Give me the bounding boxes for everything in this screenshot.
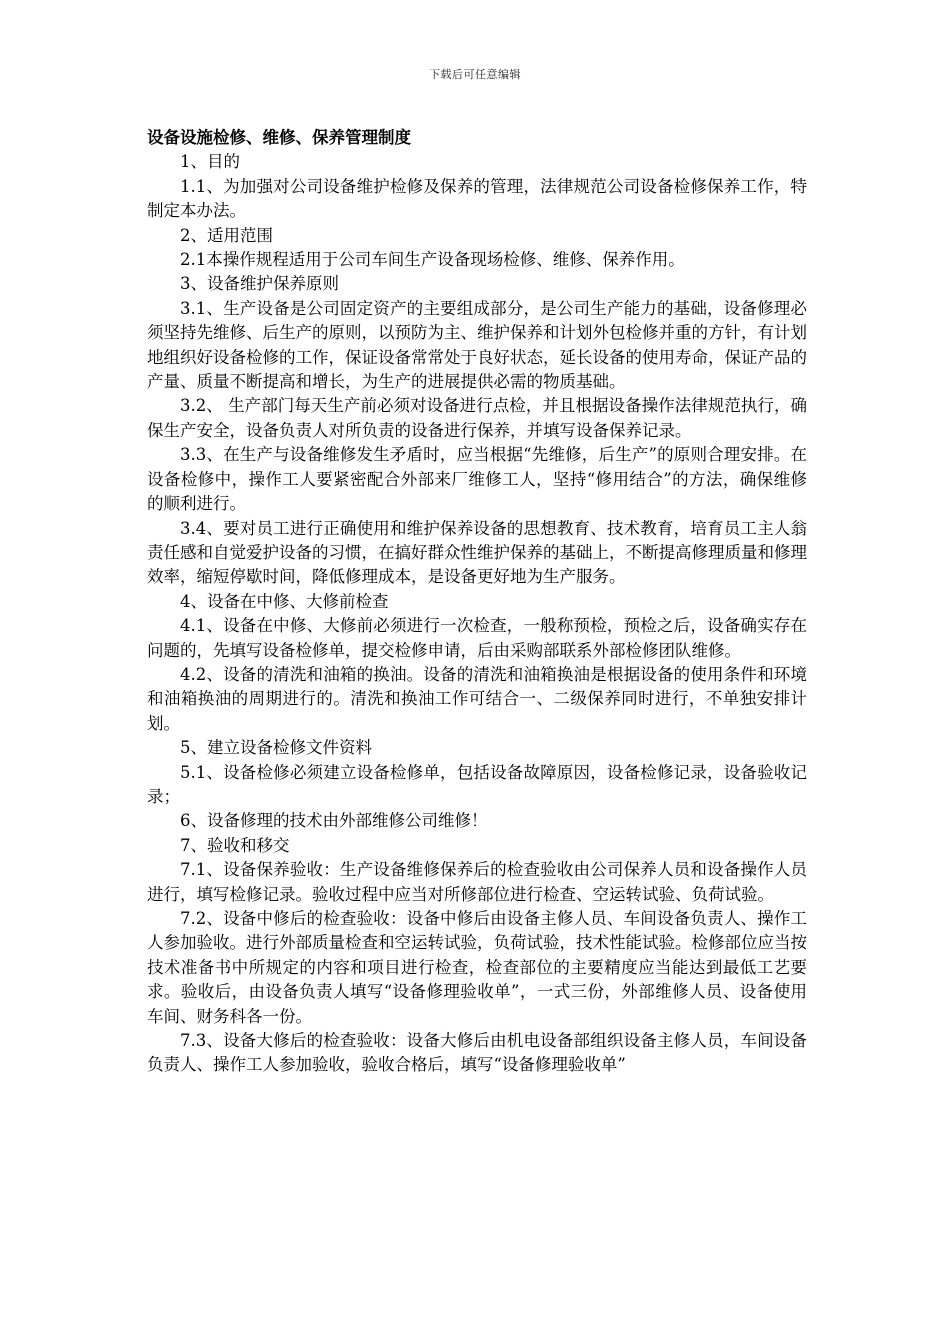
document-body: [147, 126, 807, 1078]
paragraph: 3.1、生产设备是公司固定资产的主要组成部分，是公司生产能力的基础，设备修理必须坚持先维修、后生产的原则，以预防为主、维护保养和计划外包检修并重的方针，有计划地组织好设备检修的工作，保证设备常常处于良好状态，延长设备的使用寿命，保证产品的产量、质量不断提高和增长，为生产的进展提供必需的物质基础。: [147, 298, 807, 392]
paragraph: 7.1、设备保养验收：生产设备维修保养后的检查验收由公司保养人员和设备操作人员进行，填写检修记录。验收过程中应当对所修部位进行检查、空运转试验、负荷试验。: [147, 860, 807, 904]
paragraph: 4.1、设备在中修、大修前必须进行一次检查，一般称预检，预检之后，设备确实存在问题的，先填写设备检修单，提交检修申请，后由采购部联系外部检修团队维修。: [147, 616, 807, 660]
paragraph: 5.1、设备检修必须建立设备检修单，包括设备故障原因，设备检修记录，设备验收记录；: [147, 762, 807, 806]
paragraph: 3.4、要对员工进行正确使用和维护保养设备的思想教育、技术教育，培育员工主人翁责任感和自觉爱护设备的习惯，在搞好群众性维护保养的基础上，不断提高修理质量和修理效率，缩短停歇时间，降低修理成本，是设备更好地为生产服务。: [147, 518, 807, 587]
section-heading: 4、设备在中修、大修前检查: [180, 591, 389, 611]
paragraph: 3.3、在生产与设备维修发生矛盾时，应当根据“先维修，后生产”的原则合理安排。在设备检修中，操作工人要紧密配合外部来厂维修工人，坚持“修用结合”的方法，确保维修的顺利进行。: [147, 445, 807, 514]
paragraph: 4.2、设备的清洗和油箱的换油。设备的清洗和油箱换油是根据设备的使用条件和环境和油箱换油的周期进行的。清洗和换油工作可结合一、二级保养同时进行，不单独安排计划。: [147, 664, 807, 733]
page-header: 下载后可任意编辑: [429, 68, 521, 81]
section-heading: 6、设备修理的技术由外部维修公司维修！: [180, 811, 488, 831]
paragraph: 3.2、 生产部门每天生产前必须对设备进行点检，并且根据设备操作法律规范执行，确保生产安全，设备负责人对所负责的设备进行保养，并填写设备保养记录。: [147, 396, 807, 440]
paragraph: 2.1本操作规程适用于公司车间生产设备现场检修、维修、保养作用。: [180, 250, 685, 270]
paragraph: 1.1、为加强对公司设备维护检修及保养的管理，法律规范公司设备检修保养工作，特制定本办法。: [147, 176, 807, 221]
paragraph: 7.2、设备中修后的检查验收：设备中修后由设备主修人员、车间设备负责人、操作工人参加验收。进行外部质量检查和空运转试验，负荷试验，技术性能试验。检修部位应当按技术准备书中所规定的内容和项目进行检查，检查部位的主要精度应当能达到最低工艺要求。验收后，由设备负责人填写“设备修理验收单”，一式三份，外部维修人员、设备使用车间、财务科各一份。: [147, 909, 807, 1026]
section-heading: 1、目的: [180, 152, 240, 172]
section-heading: 5、建立设备检修文件资料: [180, 738, 372, 758]
section-heading: 7、验收和移交: [180, 835, 290, 855]
section-heading: 3、设备维护保养原则: [180, 274, 339, 294]
paragraph: 7.3、设备大修后的检查验收：设备大修后由机电设备部组织设备主修人员，车间设备负责人、操作工人参加验收，验收合格后，填写“设备修理验收单”: [147, 1031, 807, 1075]
section-heading: 2、适用范围: [180, 225, 273, 245]
document-title: 设备设施检修、维修、保养管理制度: [147, 128, 411, 147]
